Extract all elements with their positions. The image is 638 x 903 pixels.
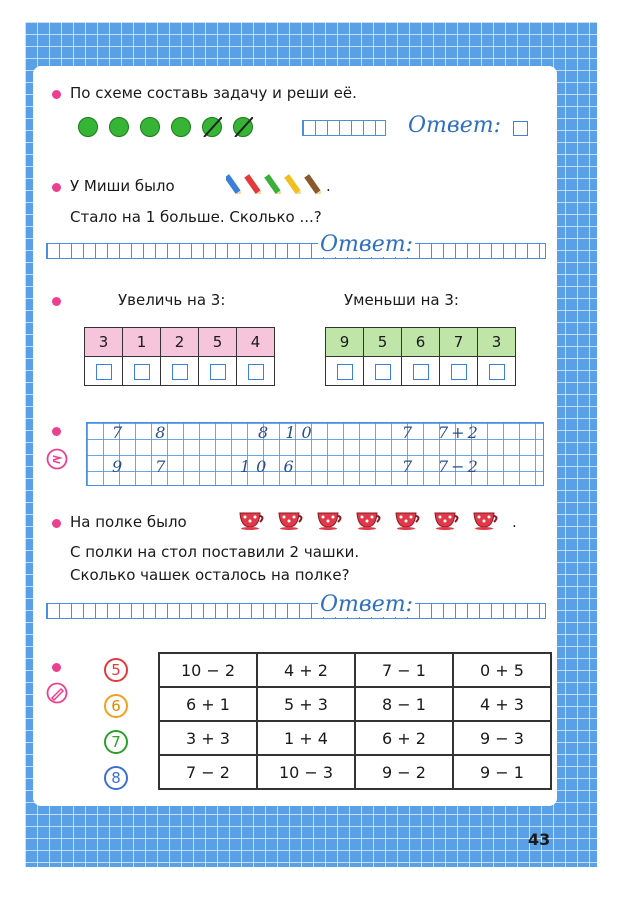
expression-cell[interactable]: 9 − 1 <box>453 755 551 789</box>
expression-cell[interactable]: 8 − 1 <box>355 687 453 721</box>
answer-box[interactable] <box>489 364 505 380</box>
answer-box[interactable] <box>134 364 150 380</box>
handwritten-pair: 9 7 <box>112 457 180 476</box>
page-number: 43 <box>528 830 551 849</box>
task2-line2: Стало на 1 больше. Сколько ...? <box>70 208 322 226</box>
expression-cell[interactable]: 4 + 3 <box>453 687 551 721</box>
circle-number-6: 6 <box>104 694 128 718</box>
cup-icon <box>316 508 344 530</box>
task5-line2: С полки на стол поставили 2 чашки. <box>70 543 360 561</box>
answer-box[interactable] <box>210 364 226 380</box>
answer-box[interactable] <box>375 364 391 380</box>
expression-cell[interactable]: 9 − 2 <box>355 755 453 789</box>
number-cell: 9 <box>326 328 364 357</box>
pencil-icon <box>46 682 68 704</box>
answer-box[interactable] <box>337 364 353 380</box>
expression-cell[interactable]: 1 + 4 <box>257 721 355 755</box>
number-cell: 6 <box>402 328 440 357</box>
handwritten-pair: 8 10 <box>258 423 318 442</box>
handwritten-number: 7 <box>402 423 413 442</box>
cup-icon <box>472 508 500 530</box>
answer-label: Ответ: <box>320 232 413 257</box>
number-cell: 1 <box>123 328 161 357</box>
task-bullet <box>52 427 61 436</box>
number-cell: 2 <box>161 328 199 357</box>
number-cell: 3 <box>85 328 123 357</box>
answer-label: Ответ: <box>320 592 413 617</box>
answer-expression-cells[interactable] <box>302 120 386 136</box>
answer-strip[interactable] <box>46 243 546 259</box>
circle-number-5: 5 <box>104 658 128 682</box>
answer-cell[interactable] <box>199 357 237 386</box>
circle-number-7: 7 <box>104 730 128 754</box>
answer-strip[interactable] <box>46 603 546 619</box>
answer-box[interactable] <box>513 121 528 136</box>
handwritten-pair: 7 8 <box>112 423 180 442</box>
increase-table <box>84 327 275 386</box>
answer-cell[interactable] <box>123 357 161 386</box>
green-dot <box>78 117 98 137</box>
expression-cell[interactable]: 4 + 2 <box>257 653 355 687</box>
answer-cell[interactable] <box>478 357 516 386</box>
number-cell: 3 <box>478 328 516 357</box>
task-bullet <box>52 297 61 306</box>
answer-box[interactable] <box>96 364 112 380</box>
pencils-icon <box>226 164 326 194</box>
expression-cell[interactable]: 6 + 2 <box>355 721 453 755</box>
decrease-table <box>325 327 516 386</box>
expression-table <box>158 652 552 790</box>
answer-cell[interactable] <box>440 357 478 386</box>
expression-cell[interactable]: 7 − 2 <box>159 755 257 789</box>
answer-label: Ответ: <box>408 113 501 138</box>
green-dot <box>140 117 160 137</box>
number-cell: 5 <box>199 328 237 357</box>
answer-cell[interactable] <box>237 357 275 386</box>
handwritten-number: 7 <box>402 457 413 476</box>
task-bullet <box>52 663 61 672</box>
expression-cell[interactable]: 5 + 3 <box>257 687 355 721</box>
expression-cell[interactable]: 3 + 3 <box>159 721 257 755</box>
task-bullet <box>52 183 61 192</box>
task5-period: . <box>512 513 517 531</box>
task5-line1: На полке было <box>70 513 187 531</box>
cups-row <box>238 508 504 534</box>
expression-cell[interactable]: 0 + 5 <box>453 653 551 687</box>
expression-cell[interactable]: 7 − 1 <box>355 653 453 687</box>
task-bullet <box>52 519 61 528</box>
crossed-dot <box>233 117 253 137</box>
increase-title: Увеличь на 3: <box>118 291 226 309</box>
task2-line1: У Миши было <box>70 177 175 195</box>
answer-box[interactable] <box>248 364 264 380</box>
task-bullet <box>52 90 61 99</box>
crossed-dot <box>202 117 222 137</box>
expression-cell[interactable]: 9 − 3 <box>453 721 551 755</box>
expression-cell[interactable]: 10 − 2 <box>159 653 257 687</box>
answer-box[interactable] <box>451 364 467 380</box>
green-dot <box>109 117 129 137</box>
answer-box[interactable] <box>413 364 429 380</box>
answer-cell[interactable] <box>161 357 199 386</box>
task1-text: По схеме составь задачу и реши её. <box>70 84 357 102</box>
handwritten-pair: 10 6 <box>240 457 300 476</box>
number-cell: 4 <box>237 328 275 357</box>
task5-line3: Сколько чашек осталось на полке? <box>70 566 350 584</box>
handwritten-expression: 7+2 <box>438 423 481 442</box>
expression-cell[interactable]: 10 − 3 <box>257 755 355 789</box>
expression-cell[interactable]: 6 + 1 <box>159 687 257 721</box>
green-dot <box>171 117 191 137</box>
answer-cell[interactable] <box>402 357 440 386</box>
handwritten-expression: 7−2 <box>438 457 481 476</box>
number-cell: 5 <box>364 328 402 357</box>
cup-icon <box>394 508 422 530</box>
compare-icon <box>46 448 68 470</box>
number-cell: 7 <box>440 328 478 357</box>
cup-icon <box>433 508 461 530</box>
decrease-title: Уменьши на 3: <box>344 291 459 309</box>
cup-icon <box>355 508 383 530</box>
answer-box[interactable] <box>172 364 188 380</box>
task2-period: . <box>326 177 331 195</box>
answer-cell[interactable] <box>364 357 402 386</box>
answer-cell[interactable] <box>85 357 123 386</box>
cup-icon <box>238 508 266 530</box>
answer-cell[interactable] <box>326 357 364 386</box>
cup-icon <box>277 508 305 530</box>
circle-number-8: 8 <box>104 766 128 790</box>
